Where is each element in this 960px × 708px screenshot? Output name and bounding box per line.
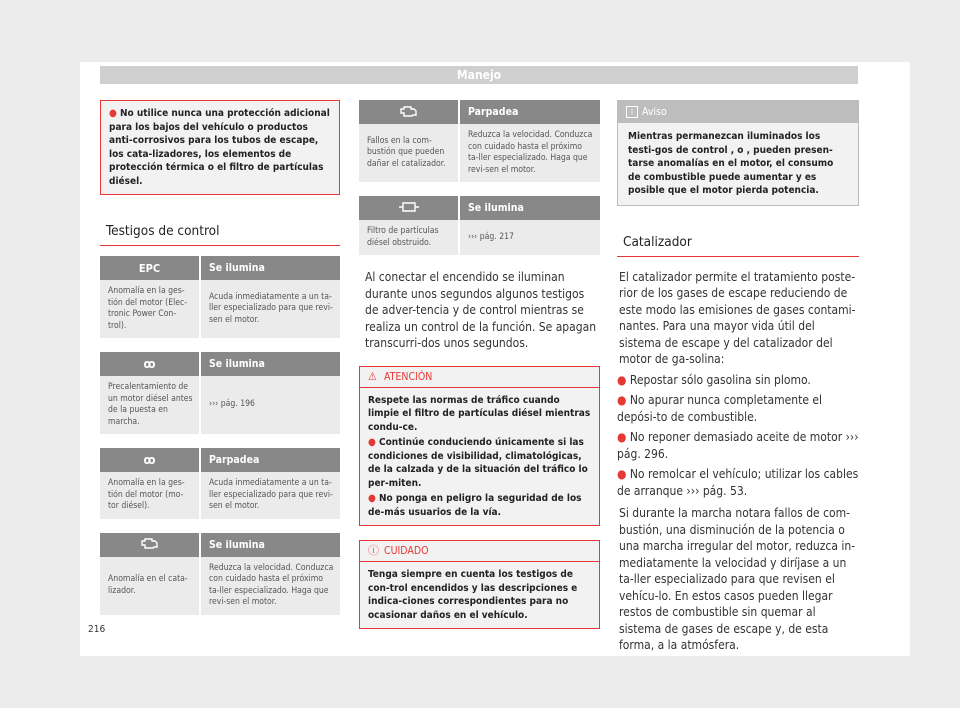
catalizador-intro: El catalizador permite el tratamiento poste-rior de los gases de escape reduciendo de este modo las emisiones de gases contami-nantes. Para una mayor vida útil del sistema de escape y del catalizador del motor de ga-solina:	[619, 269, 856, 366]
atencion-box	[359, 366, 600, 527]
epc-icon: EPC	[138, 261, 161, 275]
indicator-icon-cell	[100, 533, 200, 557]
atencion-bullet: No ponga en peligro la seguridad de los de-más usuarios de la vía.	[368, 493, 582, 518]
indicator-table	[100, 533, 340, 615]
warning-triangle-icon: ⚠	[368, 369, 377, 383]
aviso-label: Aviso	[642, 106, 667, 118]
indicator-cause: Fallos en la com-bustión que pueden dañar el catalizador.	[359, 124, 459, 182]
cuidado-box	[359, 540, 600, 629]
indicator-table	[100, 256, 340, 338]
atencion-label: ATENCIÓN	[384, 370, 433, 383]
intro-paragraph: Al conectar el encendido se iluminan durante unos segundos algunos testigos de adver-tencia y de control mientras se realiza un control de la función. Se apagan transcurri-dos unos segundos.	[365, 270, 597, 350]
aviso-header	[618, 101, 858, 123]
cuidado-label: CUIDADO	[384, 545, 429, 557]
indicator-icon-cell	[359, 100, 459, 124]
col2-tables	[359, 100, 600, 255]
catalizador-bullet: ● No apurar nunca completamente el depósi-to de combustible.	[617, 393, 823, 424]
cuidado-body: Tenga siempre en cuenta los testigos de con-trol encendidos y las descripciones e indica-ciones correspondientes para no ocasionar daños en el vehículo.	[360, 562, 599, 628]
catalizador-bullet: ● Repostar sólo gasolina sin plomo.	[617, 372, 811, 387]
catalizador-bullets	[617, 372, 859, 500]
indicator-icon-cell	[100, 448, 200, 472]
page-number: 216	[88, 624, 106, 635]
section-title-testigos: Testigos de control	[100, 223, 340, 246]
indicator-table	[359, 100, 600, 182]
aviso-body: Mientras permanezcan iluminados los testi-gos de control , o , pueden presen-tarse anomalías en el motor, el consumo de combustible puede aumentar y es posible que el motor pierda potencia.	[618, 123, 858, 205]
glow-plug-icon: ꝏ	[143, 453, 156, 467]
section-title-catalizador: Catalizador	[617, 234, 859, 257]
indicator-state: Se ilumina	[459, 196, 600, 220]
catalizador-closing: Si durante la marcha notara fallos de com-bustión, una disminución de la potencia o una marcha irregular del motor, reduzca in-mediatamente la velocidad y diríjase a un ta-ller especializado para que revisen el vehícu-lo. En estos casos pueden llegar restos de combustible sin quemar al sistema de gases de escape y, de esta forma, a la atmósfera.	[619, 506, 856, 652]
indicator-cause: Filtro de partículas diésel obstruido.	[359, 220, 459, 255]
warning-text: No utilice nunca una protección adicional para los bajos del vehículo o productos anti-corrosivos para los tubos de escape, los cata-lizadores, los elementos de protección térmica o el filtro de partículas diésel.	[109, 108, 330, 187]
engine-icon	[140, 537, 160, 549]
indicator-cause: Anomalía en la ges-tión del motor (mo-tor diésel).	[100, 472, 200, 519]
indicator-action: Reduzca la velocidad. Conduzca con cuidado hasta el próximo ta-ller especializado. Haga que revi-sen el motor.	[200, 557, 340, 615]
catalizador-bullet: ● No reponer demasiado aceite de motor ››› pág. 296.	[617, 430, 859, 461]
indicator-icon-cell	[100, 352, 200, 376]
col1-tables	[100, 256, 340, 615]
indicator-table	[100, 352, 340, 434]
indicator-action: Acuda inmediatamente a un ta-ller especializado para que revi-sen el motor.	[200, 280, 340, 338]
atencion-body: Respete las normas de tráfico cuando limpie el filtro de partículas diésel mientras condu-ce. ● Continúe conduciendo únicamente si las condiciones de visibilidad, climatológicas, de la calzada y de la situación del tráfico lo per-miten. ● No ponga en peligro la seguridad de los de-más usuarios de la vía.	[360, 388, 599, 526]
indicator-table	[359, 196, 600, 255]
column-2	[359, 100, 600, 629]
catalizador-bullet: ● No remolcar el vehículo; utilizar los cables de arranque ››› pág. 53.	[617, 467, 859, 498]
indicator-icon-cell	[100, 256, 200, 280]
indicator-cause: Precalentamiento de un motor diésel antes de la puesta en marcha.	[100, 376, 200, 434]
indicator-state: Se ilumina	[200, 256, 340, 280]
warning-continuation: ● No utilice nunca una protección adicional para los bajos del vehículo o productos anti-corrosivos para los tubos de escape, los cata-lizadores, los elementos de protección térmica o el filtro de partículas diésel.	[100, 100, 340, 195]
indicator-action: Reduzca la velocidad. Conduzca con cuidado hasta el próximo ta-ller especializado. Haga que revi-sen el motor.	[459, 124, 600, 182]
indicator-state: Parpadea	[459, 100, 600, 124]
column-3	[617, 100, 859, 654]
particle-filter-icon	[398, 201, 420, 213]
indicator-table	[100, 448, 340, 519]
page-header: Manejo	[100, 66, 858, 84]
atencion-header	[360, 367, 599, 388]
indicator-state: Se ilumina	[200, 352, 340, 376]
indicator-cause: Anomalía en la ges-tión del motor (Elec-tronic Power Con-trol).	[100, 280, 200, 338]
indicator-state: Se ilumina	[200, 533, 340, 557]
glow-plug-icon: ꝏ	[143, 357, 156, 371]
indicator-icon-cell	[359, 196, 459, 220]
column-1	[100, 100, 340, 615]
atencion-intro: Respete las normas de tráfico cuando limpie el filtro de partículas diésel mientras condu-ce.	[368, 394, 591, 433]
notice-circle-icon: ⓘ	[368, 544, 379, 557]
cuidado-header	[360, 541, 599, 562]
indicator-action: ››› pág. 196	[200, 376, 340, 434]
indicator-cause: Anomalía en el cata-lizador.	[100, 557, 200, 615]
atencion-bullet: Continúe conduciendo únicamente si las condiciones de visibilidad, climatológicas, de la calzada y de la situación del tráfico lo per-miten.	[368, 437, 588, 489]
indicator-action: ››› pág. 217	[459, 220, 600, 255]
indicator-action: Acuda inmediatamente a un ta-ller especializado para que revi-sen el motor.	[200, 472, 340, 519]
engine-icon	[399, 105, 419, 117]
info-icon: i	[626, 106, 638, 118]
aviso-box	[617, 100, 859, 206]
indicator-state: Parpadea	[200, 448, 340, 472]
